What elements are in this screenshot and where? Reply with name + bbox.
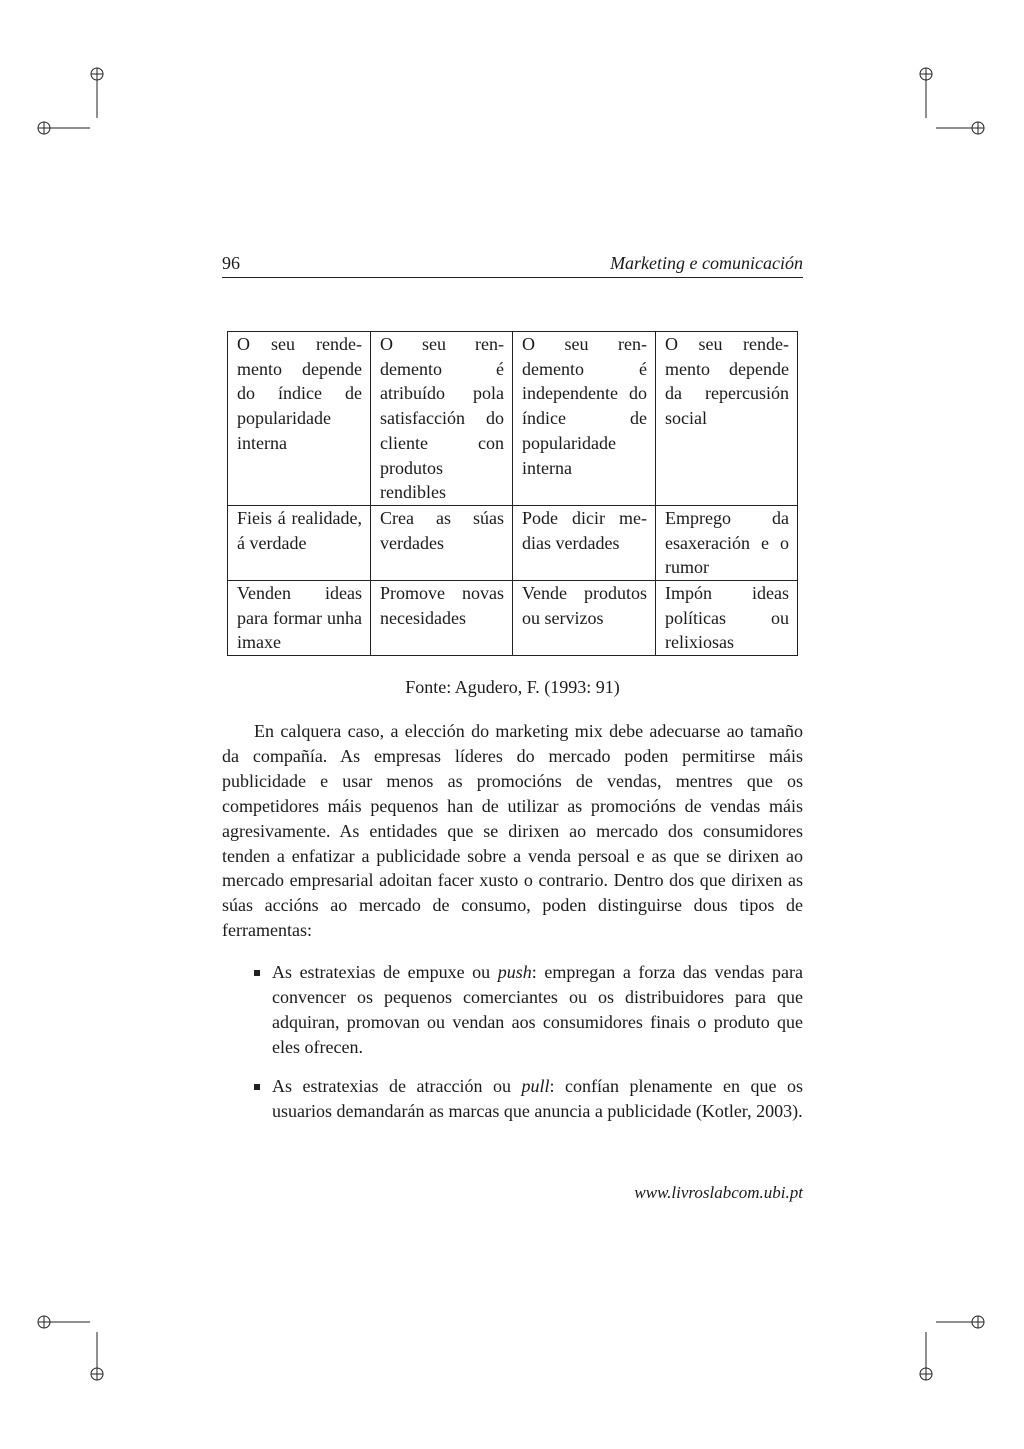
table-cell: Fieis á realidade, á verdade — [228, 505, 371, 580]
body-paragraph: En calquera caso, a elección do marketing mix debe adecuarse ao tamaño da compañía. As empresas líderes do mercado poden permitirse máis publicidade e usar menos as promocións de vendas, mentres que os competidores máis pequenos han de utilizar as promocións de vendas máis agresivamente. As entidades que se dirixen ao mercado dos consumidores tenden a enfatizar a publicidade sobre a venda persoal e as que se dirixen ao mercado empresarial adoitan facer xusto o contrario. Dentro dos que dirixen as súas accións ao mercado de consumo, poden distinguirse dous tipos de ferramentas: — [222, 721, 803, 941]
bullet-square-icon — [254, 970, 260, 976]
comparison-table — [227, 331, 798, 656]
table-cell: O seu rendemento depende do índice de popularidade interna — [228, 332, 371, 506]
bullet-square-icon — [254, 1084, 260, 1090]
crop-mark-bottom-left — [34, 1312, 114, 1392]
bullet-list — [222, 960, 803, 1060]
footer-url[interactable]: www.livroslabcom.ubi.pt — [634, 1183, 803, 1202]
table-cell: Promove novas necesidades — [371, 581, 513, 656]
list-item — [222, 960, 803, 1060]
table-row — [228, 581, 798, 656]
crop-mark-bottom-right — [910, 1312, 990, 1392]
table-cell: Venden ideas para formar unha imaxe — [228, 581, 371, 656]
table-caption: Fonte: Agudero, F. (1993: 91) — [405, 677, 620, 697]
bullet-text: : confían plenamente en que os usuarios demandarán as marcas que anuncia a publicidade (Kotler, 2003). — [272, 1076, 803, 1121]
running-head — [222, 253, 803, 278]
table-cell: O seu rendemento é independente do índice de popularidade interna — [513, 332, 656, 506]
table-cell: Vende produtos ou servizos — [513, 581, 656, 656]
table-cell: Crea as súas verdades — [371, 505, 513, 580]
table-row — [228, 505, 798, 580]
bullet-term: push — [497, 962, 532, 982]
bullet-term: pull — [521, 1076, 550, 1096]
bullet-lead: As estratexias de atracción ou — [272, 1076, 522, 1096]
table-row — [228, 332, 798, 506]
running-title: Marketing e comunicación — [610, 253, 803, 273]
table-cell: Impón ideas políticas ou relixiosas — [656, 581, 798, 656]
table-cell: Pode dicir medias verdades — [513, 505, 656, 580]
table-cell: O seu rendemento é atribuído pola satisfacción do cliente con produtos rendibles — [371, 332, 513, 506]
crop-mark-top-left — [34, 64, 114, 144]
bullet-list — [222, 1074, 803, 1124]
table-cell: Emprego da esaxeración e o rumor — [656, 505, 798, 580]
list-item — [222, 1074, 803, 1124]
bullet-text: : empregan a forza das vendas para convencer os pequenos comerciantes ou os distribuidores para que adquiran, promovan ou vendan aos consumidores finais o produto que eles ofrecen. — [272, 962, 804, 1057]
page-number: 96 — [222, 253, 240, 273]
bullet-lead: As estratexias de empuxe ou — [272, 962, 498, 982]
table-cell: O seu rendemento depende da repercusión social — [656, 332, 798, 506]
crop-mark-top-right — [910, 64, 990, 144]
